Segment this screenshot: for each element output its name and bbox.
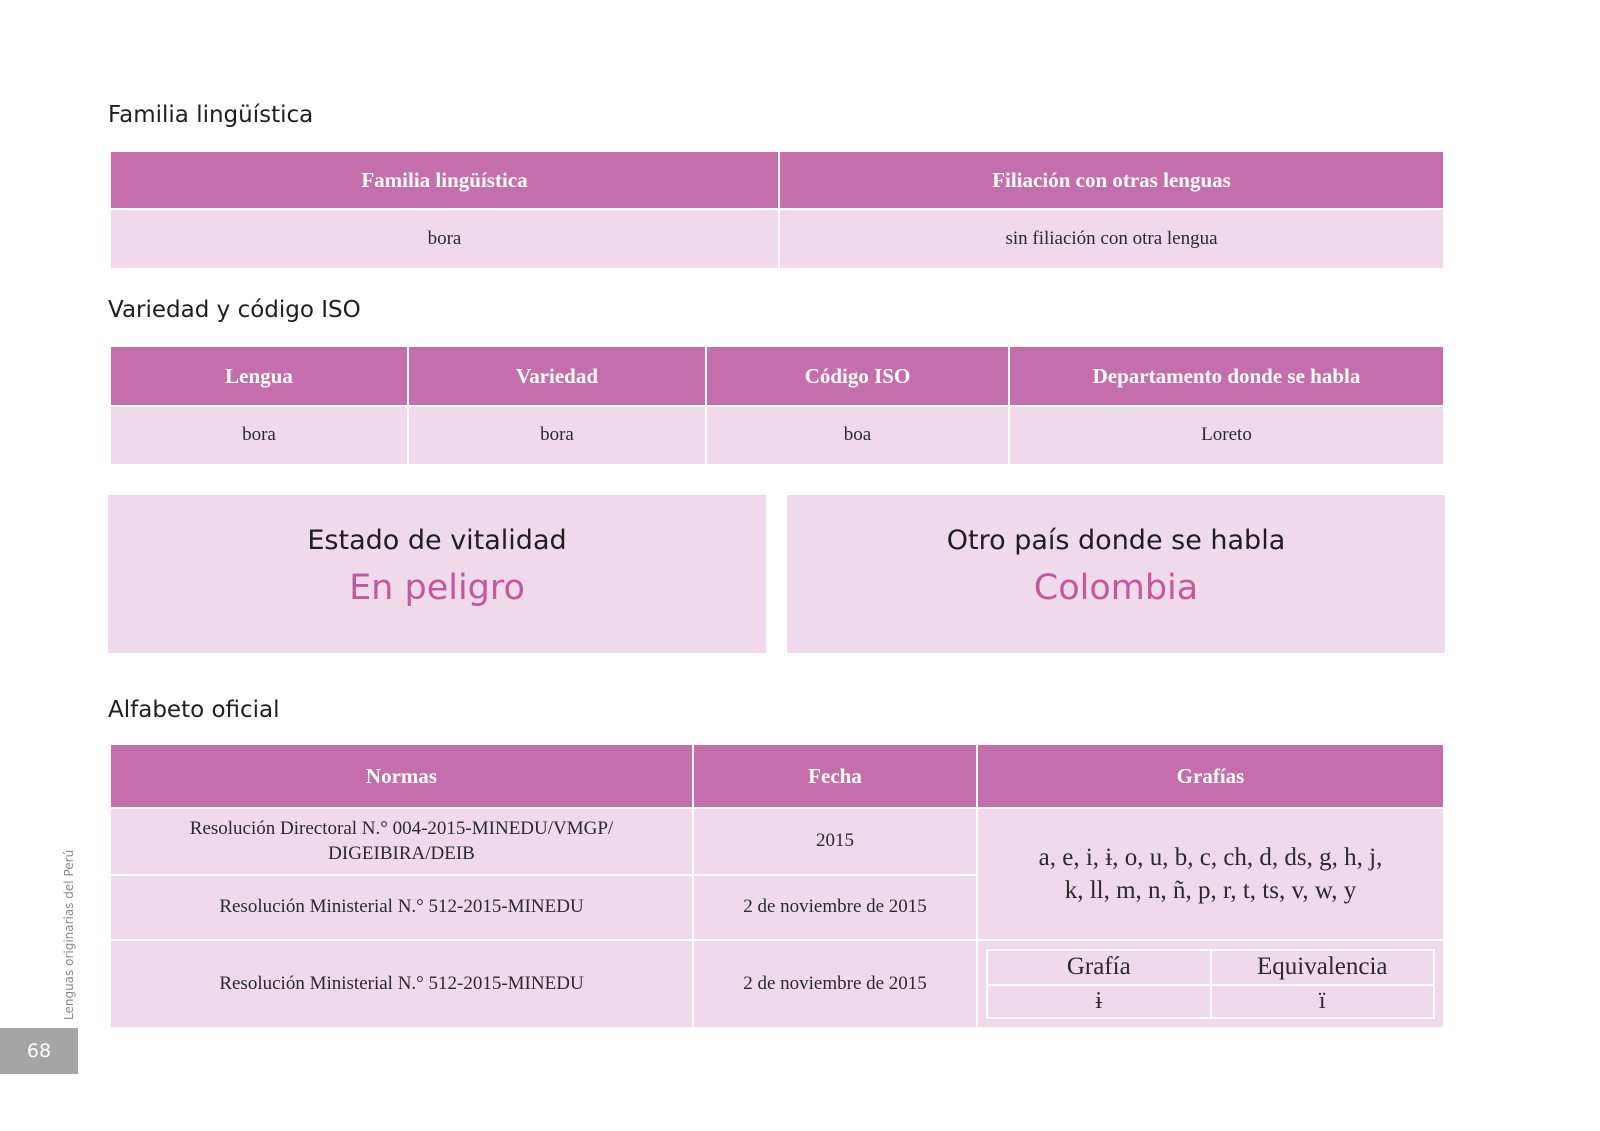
header-codigo-iso: Código ISO <box>706 346 1009 406</box>
cell-variedad: bora <box>408 406 706 465</box>
alfabeto-table <box>109 743 1445 1029</box>
header-grafias: Grafías <box>977 744 1444 808</box>
header-filiacion: Filiación con otras lenguas <box>779 151 1444 209</box>
grafias-line-1: a, e, i, ɨ, o, u, b, c, ch, d, ds, g, h, j, <box>1038 844 1383 871</box>
cell-lengua: bora <box>110 406 408 465</box>
cell-departamento: Loreto <box>1009 406 1444 465</box>
equiv-equivalencia: ï <box>1211 985 1435 1018</box>
section-title-variedad: Variedad y código ISO <box>108 297 361 323</box>
section-title-familia: Familia lingüística <box>108 102 314 128</box>
cell-codigo-iso: boa <box>706 406 1009 465</box>
equivalencia-table <box>986 949 1435 1019</box>
sidebar-book-title: Lenguas originarias del Perú <box>62 849 76 1020</box>
cell-fecha: 2 de noviembre de 2015 <box>693 875 977 940</box>
equiv-header-equivalencia: Equivalencia <box>1211 950 1435 985</box>
header-variedad: Variedad <box>408 346 706 406</box>
cell-fecha: 2 de noviembre de 2015 <box>693 940 977 1028</box>
equiv-header-grafia: Grafía <box>987 950 1211 985</box>
grafias-line-2: k, ll, m, n, ñ, p, r, t, ts, v, w, y <box>1064 877 1357 904</box>
cell-filiacion: sin filiación con otra lengua <box>779 209 1444 269</box>
page-number: 68 <box>0 1028 78 1074</box>
header-familia: Familia lingüística <box>110 151 779 209</box>
header-normas: Normas <box>110 744 693 808</box>
otro-pais-label: Otro país donde se habla <box>946 525 1286 556</box>
cell-equivalencia <box>977 940 1444 1028</box>
vitalidad-box <box>108 495 766 653</box>
table-row <box>110 940 1444 1028</box>
vitalidad-value: En peligro <box>349 568 525 608</box>
header-fecha: Fecha <box>693 744 977 808</box>
cell-norma: Resolución Ministerial N.° 512-2015-MINEDU <box>110 940 693 1028</box>
header-lengua: Lengua <box>110 346 408 406</box>
table-row <box>110 808 1444 875</box>
variedad-table <box>109 345 1445 466</box>
otro-pais-box <box>787 495 1445 653</box>
header-departamento: Departamento donde se habla <box>1009 346 1444 406</box>
section-title-alfabeto: Alfabeto oficial <box>108 697 280 723</box>
vitalidad-label: Estado de vitalidad <box>307 525 567 556</box>
cell-fecha: 2015 <box>693 808 977 875</box>
equiv-grafia: ɨ <box>987 985 1211 1018</box>
cell-grafias <box>977 808 1444 940</box>
cell-norma: Resolución Ministerial N.° 512-2015-MINEDU <box>110 875 693 940</box>
otro-pais-value: Colombia <box>1033 568 1199 608</box>
cell-norma: Resolución Directoral N.° 004-2015-MINEDU/VMGP/ DIGEIBIRA/DEIB <box>110 808 693 875</box>
familia-table <box>109 150 1445 270</box>
cell-familia: bora <box>110 209 779 269</box>
